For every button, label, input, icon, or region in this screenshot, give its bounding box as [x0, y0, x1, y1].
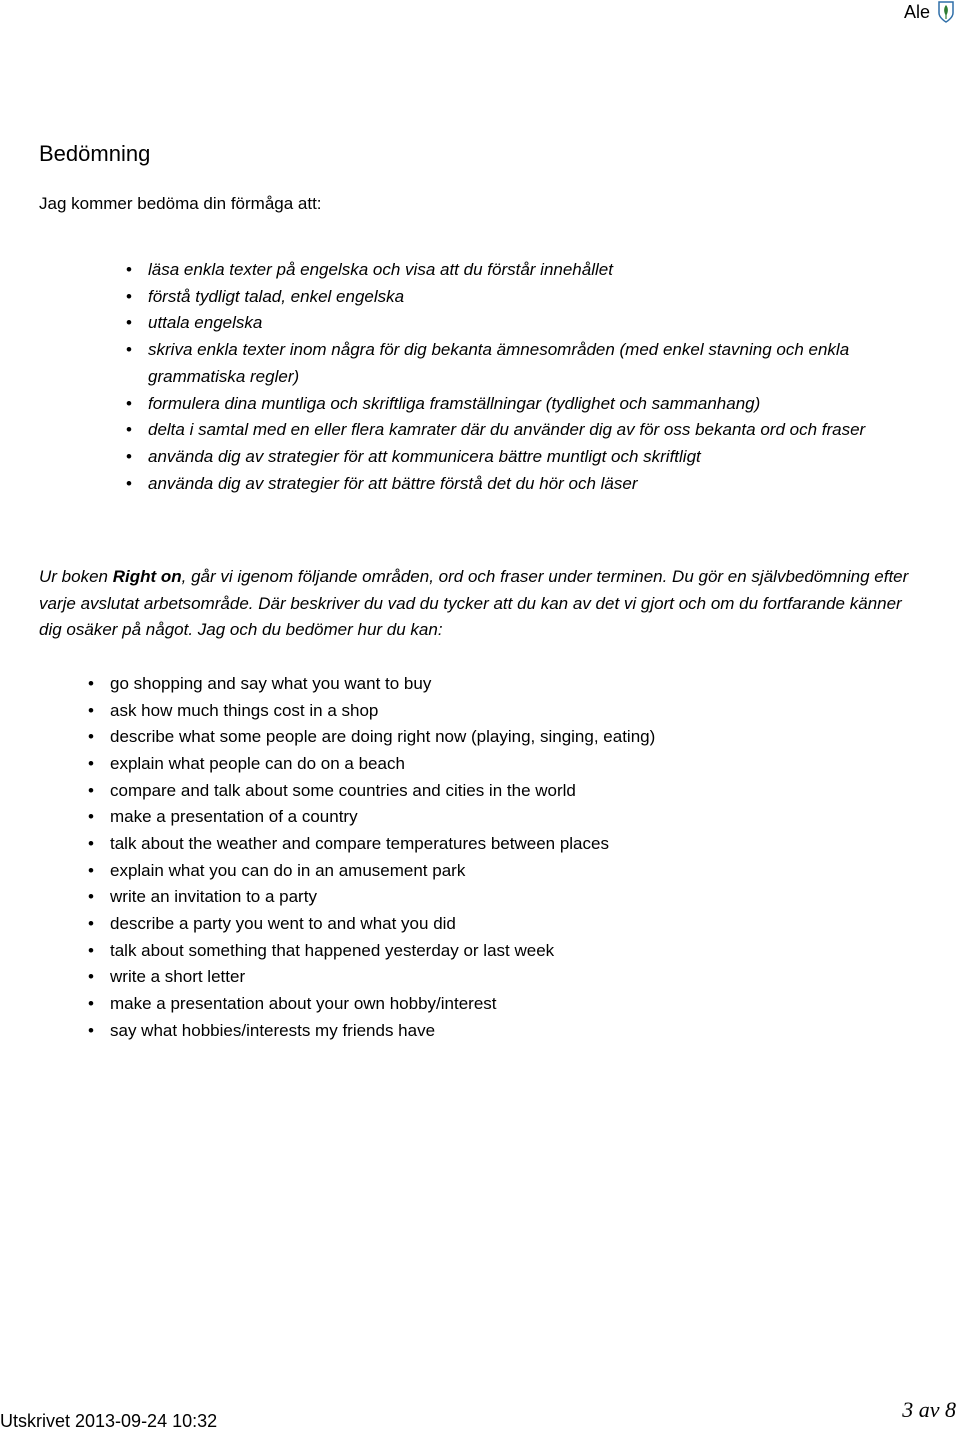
list-item: • delta i samtal med en eller flera kamrater där du använder dig av för oss bekanta ord och fraser: [126, 417, 906, 444]
abilities-list: [126, 257, 906, 497]
list-item: • explain what people can do on a beach: [88, 751, 908, 778]
list-item: • explain what you can do in an amusement park: [88, 858, 908, 885]
paragraph-lead: Ur boken: [39, 567, 113, 586]
list-item: • talk about something that happened yesterday or last week: [88, 938, 908, 965]
list-item: • describe a party you went to and what you did: [88, 911, 908, 938]
list-item: • läsa enkla texter på engelska och visa att du förstår innehållet: [126, 257, 906, 284]
ale-municipality-shield-icon: [938, 1, 954, 23]
list-item: • write an invitation to a party: [88, 884, 908, 911]
list-item: • write a short letter: [88, 964, 908, 991]
list-item: • go shopping and say what you want to buy: [88, 671, 908, 698]
list-item: • förstå tydligt talad, enkel engelska: [126, 284, 906, 311]
intro-text: Jag kommer bedöma din förmåga att:: [39, 194, 322, 213]
list-item: • formulera dina muntliga och skriftliga framställningar (tydlighet och sammanhang): [126, 391, 906, 418]
list-item: • talk about the weather and compare temperatures between places: [88, 831, 908, 858]
header-brand: [904, 0, 954, 24]
list-item: • make a presentation of a country: [88, 804, 908, 831]
page-title: Bedömning: [39, 141, 151, 166]
list-item: • uttala engelska: [126, 310, 906, 337]
description-paragraph: [39, 564, 929, 644]
list-item: • compare and talk about some countries and cities in the world: [88, 778, 908, 805]
book-title: Right on: [112, 567, 182, 586]
list-item: • ask how much things cost in a shop: [88, 698, 908, 725]
page-number: 3 av 8: [902, 1397, 956, 1422]
list-item: • använda dig av strategier för att bättre förstå det du hör och läser: [126, 471, 906, 498]
list-item: • använda dig av strategier för att kommunicera bättre muntligt och skriftligt: [126, 444, 906, 471]
print-timestamp: Utskrivet 2013-09-24 10:32: [0, 1411, 218, 1431]
list-item: • say what hobbies/interests my friends have: [88, 1018, 908, 1045]
brand-name: Ale: [903, 2, 930, 22]
list-item: • skriva enkla texter inom några för dig bekanta ämnesområden (med enkel stavning och enkla grammatiska regler): [126, 337, 906, 390]
list-item: • describe what some people are doing right now (playing, singing, eating): [88, 724, 908, 751]
paragraph-body: , går vi igenom följande områden, ord och fraser under terminen. Du gör en självbedömning efter varje avslutat arbetsområde. Där beskriver du vad du tycker att du kan av det vi gjort och om du fortfarande känner dig osäker på något. Jag och du bedömer hur du kan:: [39, 567, 909, 640]
skills-list: [88, 671, 908, 1044]
list-item: • make a presentation about your own hobby/interest: [88, 991, 908, 1018]
